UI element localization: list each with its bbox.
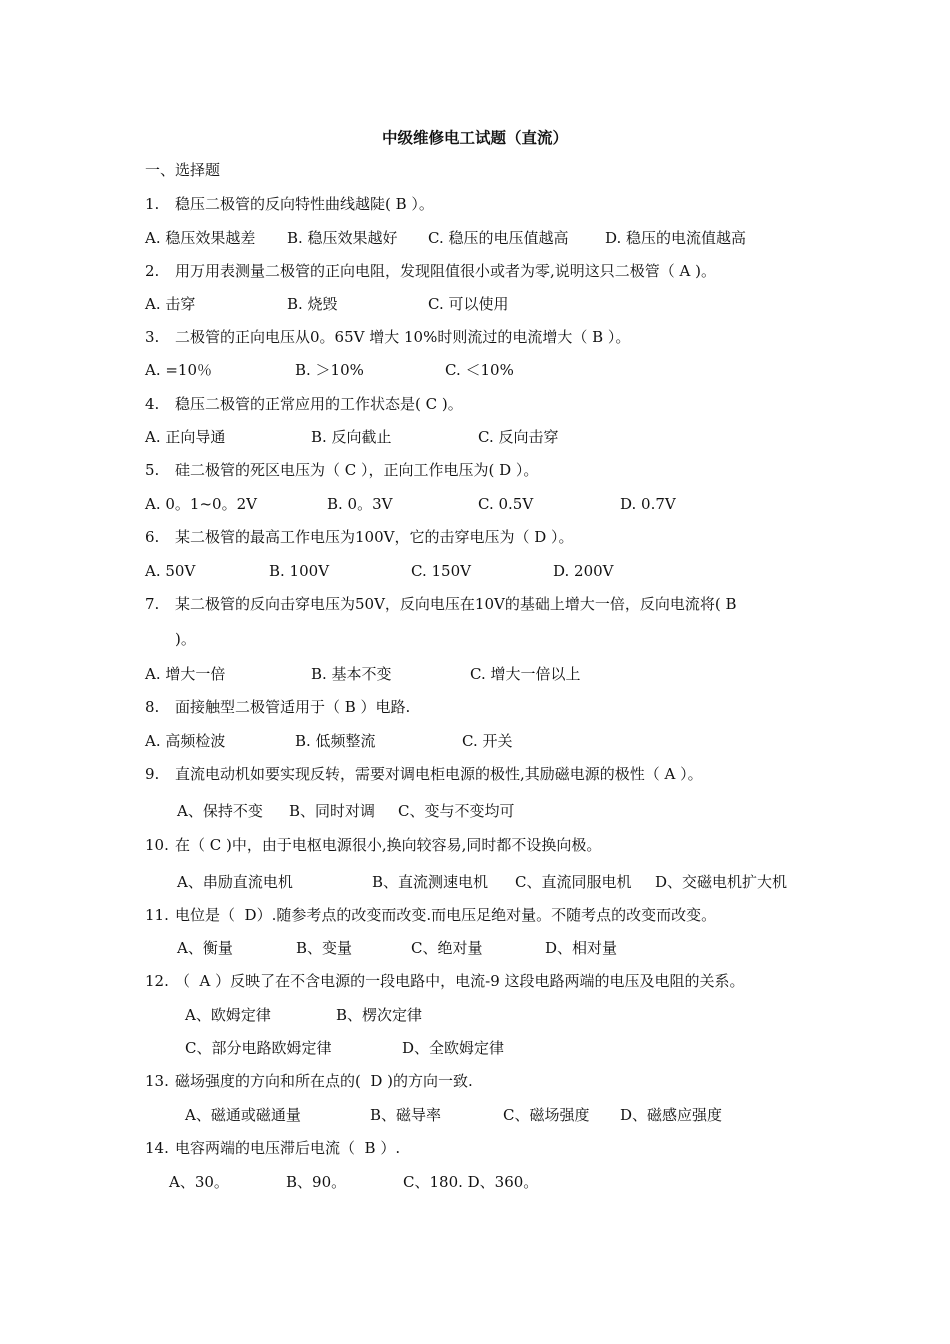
option-6d: D. 200V — [553, 562, 614, 580]
option-14c: C、180. D、360。 — [403, 1173, 539, 1191]
question-9 — [145, 764, 703, 784]
option-11d: D、相对量 — [545, 939, 618, 957]
question-5 — [145, 460, 538, 480]
option-3a: A. =10％ — [145, 361, 213, 379]
option-13a: A、磁通或磁通量 — [185, 1106, 301, 1124]
option-12d: D、全欧姆定律 — [402, 1039, 505, 1057]
question-number: 4. — [145, 395, 160, 413]
option-14a: A、30。 — [169, 1173, 229, 1191]
option-1b: B. 稳压效果越好 — [287, 229, 398, 247]
question-number: 10. — [145, 836, 169, 854]
option-7a: A. 增大一倍 — [145, 665, 226, 683]
option-5b: B. 0。3V — [327, 495, 393, 513]
option-12c: C、部分电路欧姆定律 — [185, 1039, 332, 1057]
option-6a: A. 50V — [145, 562, 196, 580]
question-text: 在（ C )中，由于电枢电源很小,换向较容易,同时都不设换向极。 — [175, 836, 602, 854]
option-11a: A、衡量 — [177, 939, 233, 957]
option-6c: C. 150V — [411, 562, 471, 580]
document-title: 中级维修电工试题（直流） — [381, 129, 568, 147]
option-5a: A. 0。1~0。2V — [145, 495, 257, 513]
option-7b: B. 基本不变 — [311, 665, 392, 683]
option-2c: C. 可以使用 — [428, 295, 509, 313]
question-text: 面接触型二极管适用于（ B ）电路. — [175, 698, 411, 716]
option-8b: B. 低频整流 — [295, 732, 376, 750]
question-text: 二极管的正向电压从0。65V 增大 10%时则流过的电流增大（ B ）。 — [175, 328, 631, 346]
option-9a: A、保持不变 — [177, 802, 263, 820]
question-11 — [145, 905, 716, 925]
question-7-continuation: )。 — [175, 630, 196, 648]
option-3b: B. ＞10% — [295, 361, 364, 379]
option-13c: C、磁场强度 — [503, 1106, 590, 1124]
option-11c: C、绝对量 — [411, 939, 483, 957]
question-text: 磁场强度的方向和所在点的( D )的方向一致. — [175, 1072, 473, 1090]
option-11b: B、变量 — [296, 939, 353, 957]
question-text: 某二极管的最高工作电压为100V，它的击穿电压为（ D ）。 — [175, 528, 574, 546]
option-9b: B、同时对调 — [289, 802, 376, 820]
option-12a: A、欧姆定律 — [185, 1006, 271, 1024]
option-2b: B. 烧毁 — [287, 295, 338, 313]
question-number: 13. — [145, 1072, 169, 1090]
question-7 — [145, 594, 737, 614]
question-3 — [145, 327, 630, 347]
question-13 — [145, 1071, 473, 1091]
question-8 — [145, 697, 410, 717]
question-number: 3. — [145, 328, 160, 346]
question-2 — [145, 261, 716, 281]
question-4 — [145, 394, 463, 414]
question-6 — [145, 527, 574, 547]
question-number: 2. — [145, 262, 160, 280]
option-10c: C、直流同服电机 — [515, 873, 632, 891]
question-number: 6. — [145, 528, 160, 546]
question-12 — [145, 971, 745, 991]
question-text: 电位是（ D）.随参考点的改变而改变.而电压足绝对量。不随考点的改变而改变。 — [175, 906, 717, 924]
option-4c: C. 反向击穿 — [478, 428, 559, 446]
option-10d: D、交磁电机扩大机 — [655, 873, 788, 891]
option-1c: C. 稳压的电压值越高 — [428, 229, 569, 247]
option-14b: B、90。 — [286, 1173, 347, 1191]
question-text: 直流电动机如要实现反转，需要对调电柜电源的极性,其励磁电源的极性（ A ）。 — [175, 765, 703, 783]
option-5c: C. 0.5V — [478, 495, 534, 513]
option-12b: B、楞次定律 — [336, 1006, 423, 1024]
section-heading: 一、选择题 — [145, 161, 221, 179]
question-text: 用万用表测量二极管的正向电阻，发现阻值很小或者为零,说明这只二极管（ A )。 — [175, 262, 716, 280]
question-14 — [145, 1138, 400, 1158]
option-8c: C. 开关 — [462, 732, 513, 750]
question-number: 8. — [145, 698, 160, 716]
option-5d: D. 0.7V — [620, 495, 676, 513]
option-6b: B. 100V — [269, 562, 330, 580]
question-number: 11. — [145, 906, 169, 924]
question-text: （ A ）反映了在不含电源的一段电路中，电流-9 这段电路两端的电压及电阻的关系。 — [175, 972, 745, 990]
question-text: 硅二极管的死区电压为（ C ），正向工作电压为( D ）。 — [175, 461, 539, 479]
option-10a: A、串励直流电机 — [177, 873, 293, 891]
option-1a: A. 稳压效果越差 — [145, 229, 256, 247]
question-text: 电容两端的电压滞后电流（ B ）. — [175, 1139, 401, 1157]
question-number: 12. — [145, 972, 169, 990]
question-text: 某二极管的反向击穿电压为50V，反向电压在10V的基础上增大一倍，反向电流将( B — [175, 595, 737, 613]
question-number: 1. — [145, 195, 160, 213]
option-10b: B、直流测速电机 — [372, 873, 489, 891]
question-1 — [145, 194, 434, 214]
option-13d: D、磁感应强度 — [620, 1106, 723, 1124]
question-text: 稳压二极管的反向特性曲线越陡( B ）。 — [175, 195, 434, 213]
option-4a: A. 正向导通 — [145, 428, 226, 446]
question-number: 14. — [145, 1139, 169, 1157]
question-10 — [145, 835, 601, 855]
option-8a: A. 高频检波 — [145, 732, 226, 750]
option-3c: C. ＜10% — [445, 361, 514, 379]
option-9c: C、变与不变均可 — [398, 802, 515, 820]
question-text: 稳压二极管的正常应用的工作状态是( C )。 — [175, 395, 463, 413]
option-13b: B、磁导率 — [370, 1106, 442, 1124]
option-2a: A. 击穿 — [145, 295, 196, 313]
option-4b: B. 反向截止 — [311, 428, 392, 446]
option-7c: C. 增大一倍以上 — [470, 665, 581, 683]
question-number: 7. — [145, 595, 160, 613]
question-number: 5. — [145, 461, 160, 479]
question-number: 9. — [145, 765, 160, 783]
option-1d: D. 稳压的电流值越高 — [605, 229, 747, 247]
